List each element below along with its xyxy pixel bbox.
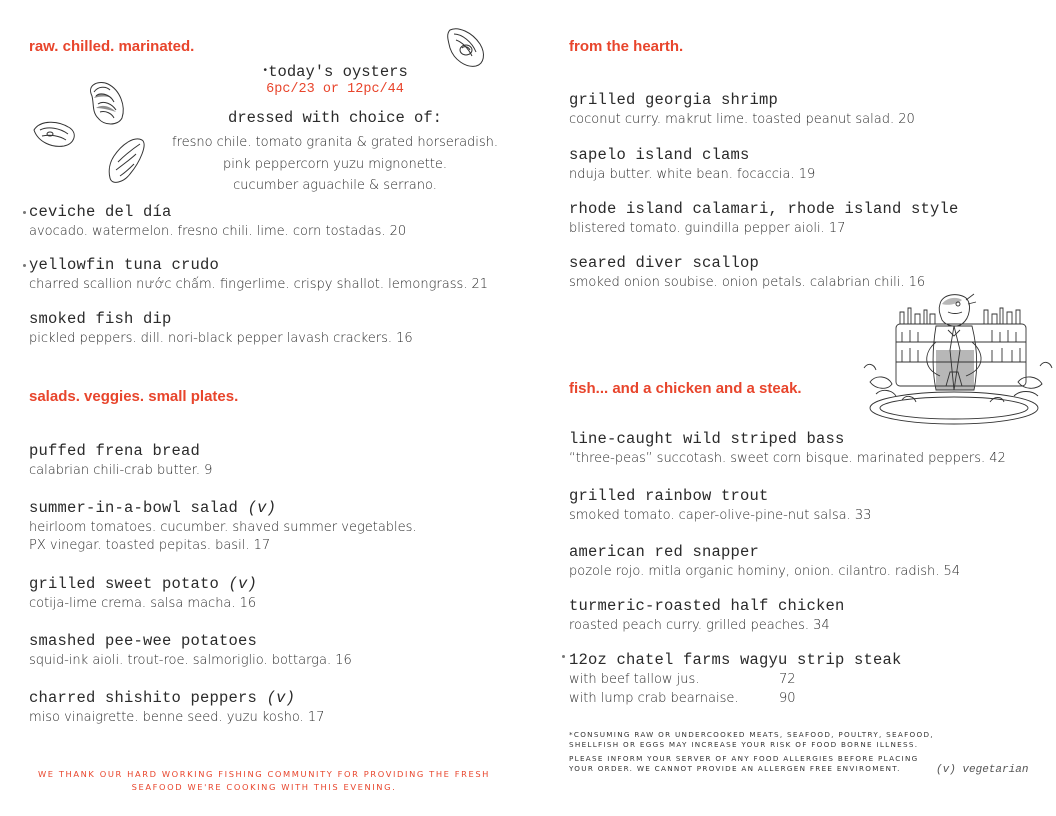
oysters-title-text: today's oysters xyxy=(268,63,408,81)
disclaimer-line: YOUR ORDER. WE CANNOT PROVIDE AN ALLERGEN FREE ENVIROMENT. xyxy=(569,764,901,773)
item-name: yellowfin tuna crudo xyxy=(29,256,220,274)
menu-item xyxy=(29,203,406,239)
item-name: 12oz chatel farms wagyu strip steak xyxy=(569,651,902,669)
menu-item xyxy=(29,442,212,478)
item-description: avocado. watermelon. fresno chili. lime. corn tostadas. 20 xyxy=(29,224,407,239)
item-description: miso vinaigrette. benne seed. yuzu kosho. 17 xyxy=(29,710,325,725)
menu-item xyxy=(29,310,413,346)
item-description: pickled peppers. dill. nori-black pepper lavash crackers. 16 xyxy=(29,331,413,346)
item-name-text: summer-in-a-bowl salad xyxy=(29,499,239,517)
item-name-text: grilled sweet potato xyxy=(29,575,220,593)
menu-item xyxy=(569,91,915,127)
item-description: smoked tomato. caper-olive-pine-nut salsa. 33 xyxy=(569,508,872,523)
menu-item xyxy=(29,689,324,725)
oysters-options xyxy=(160,132,510,197)
bullet-dot: • xyxy=(262,66,269,77)
item-name: seared diver scallop xyxy=(569,254,760,272)
vegetarian-mark: (v) xyxy=(266,689,296,707)
item-description: roasted peach curry. grilled peaches. 34 xyxy=(569,618,830,633)
menu-item xyxy=(569,200,959,236)
item-name: turmeric-roasted half chicken xyxy=(569,597,845,615)
oyster-option: pink peppercorn yuzu mignonette. xyxy=(222,156,448,172)
disclaimer-line: PLEASE INFORM YOUR SERVER OF ANY FOOD ALLERGIES BEFORE PLACING xyxy=(569,754,919,763)
section-heading-hearth: from the hearth. xyxy=(569,38,684,55)
fish-waiter-illustration xyxy=(862,290,1054,432)
item-description: pozole rojo. mitla organic hominy, onion. cilantro. radish. 54 xyxy=(569,564,961,579)
steak-option-price: 72 xyxy=(779,672,796,687)
item-name-text: charred shishito peppers xyxy=(29,689,258,707)
menu-item-steak xyxy=(569,651,902,709)
thanks-line: SEAFOOD WE'RE COOKING WITH THIS EVENING. xyxy=(131,782,397,792)
menu-item xyxy=(569,254,925,290)
menu-item xyxy=(569,597,845,633)
item-description-line2: PX vinegar. toasted pepitas. basil. 17 xyxy=(29,538,271,553)
menu-item xyxy=(29,632,352,668)
steak-option-label: with beef tallow jus. xyxy=(569,672,700,687)
item-name: puffed frena bread xyxy=(29,442,201,460)
steak-option xyxy=(569,672,902,690)
menu-item xyxy=(569,146,815,182)
item-description: blistered tomato. guindilla pepper aioli. 17 xyxy=(569,221,846,236)
steak-option-label: with lump crab bearnaise. xyxy=(569,691,739,706)
item-name: smoked fish dip xyxy=(29,310,172,328)
item-name: ceviche del día xyxy=(29,203,172,221)
item-name: grilled rainbow trout xyxy=(569,487,769,505)
item-description: “three-peas” succotash. sweet corn bisque. marinated peppers. 42 xyxy=(569,451,1006,466)
bullet-dot xyxy=(23,211,26,214)
steak-option-price: 90 xyxy=(779,691,796,706)
thanks-note xyxy=(29,768,499,794)
item-name: grilled georgia shrimp xyxy=(569,91,779,109)
item-name: american red snapper xyxy=(569,543,760,561)
menu-item xyxy=(569,430,1006,466)
disclaimer xyxy=(569,730,934,774)
menu-item xyxy=(569,543,960,579)
item-name: line-caught wild striped bass xyxy=(569,430,845,448)
oysters-title xyxy=(160,63,510,81)
section-heading-fish: fish... and a chicken and a steak. xyxy=(569,380,802,397)
oysters-dressed-heading: dressed with choice of: xyxy=(228,109,442,127)
menu-item xyxy=(29,499,417,553)
item-name xyxy=(29,575,257,593)
bullet-dot xyxy=(23,264,26,267)
item-name: sapelo island clams xyxy=(569,146,750,164)
item-description: nduja butter. white bean. focaccia. 19 xyxy=(569,167,816,182)
vegetarian-mark: (v) xyxy=(247,499,277,517)
section-heading-raw: raw. chilled. marinated. xyxy=(29,38,195,55)
disclaimer-line: SHELLFISH OR EGGS MAY INCREASE YOUR RISK OF FOOD BORNE ILLNESS. xyxy=(569,740,919,749)
item-description: squid-ink aioli. trout-roe. salmoriglio. bottarga. 16 xyxy=(29,653,352,668)
menu-item xyxy=(29,575,257,611)
oyster-option: fresno chile. tomato granita & grated horseradish. xyxy=(171,135,499,150)
item-description: smoked onion soubise. onion petals. calabrian chili. 16 xyxy=(569,275,926,290)
item-description: charred scallion nước chấm. fingerlime. crispy shallot. lemongrass. 21 xyxy=(29,277,489,292)
item-description: heirloom tomatoes. cucumber. shaved summer vegetables. xyxy=(29,520,417,535)
menu-item xyxy=(29,256,488,292)
item-description: calabrian chili-crab butter. 9 xyxy=(29,463,213,478)
vegetarian-legend: (v) vegetarian xyxy=(936,764,1029,776)
item-description: coconut curry. makrut lime. toasted peanut salad. 20 xyxy=(569,112,915,127)
item-name: rhode island calamari, rhode island style xyxy=(569,200,959,218)
oysters-price: 6pc/23 or 12pc/44 xyxy=(266,82,404,97)
bullet-dot xyxy=(562,655,565,658)
steak-option xyxy=(569,691,902,709)
thanks-line: WE THANK OUR HARD WORKING FISHING COMMUNITY FOR PROVIDING THE FRESH xyxy=(37,769,491,779)
menu-item xyxy=(569,487,871,523)
oyster-illustration xyxy=(30,78,155,188)
item-name xyxy=(29,499,417,517)
vegetarian-mark: (v) xyxy=(228,575,258,593)
section-heading-salads: salads. veggies. small plates. xyxy=(29,388,239,405)
item-name: smashed pee-wee potatoes xyxy=(29,632,258,650)
item-name xyxy=(29,689,324,707)
item-description: cotija-lime crema. salsa macha. 16 xyxy=(29,596,257,611)
disclaimer-line: *CONSUMING RAW OR UNDERCOOKED MEATS, SEAFOOD, POULTRY, SEAFOOD, xyxy=(569,730,934,739)
oyster-option: cucumber aguachile & serrano. xyxy=(233,178,437,193)
